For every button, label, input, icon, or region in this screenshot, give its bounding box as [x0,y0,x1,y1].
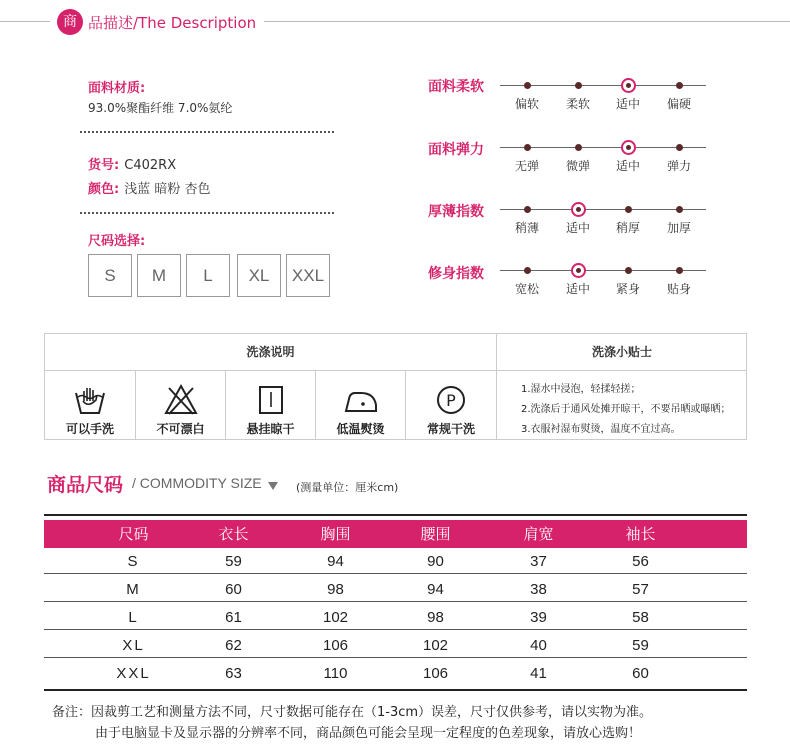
wash-tips [521,380,731,440]
size-table-header-cell: 肩宽 [523,525,554,543]
size-table-header-cell: 腰围 [420,525,451,543]
table-row [44,661,747,686]
size-option-s[interactable]: S [88,254,132,297]
wash-item-dry-clean [406,371,496,440]
table-cell: 60 [225,581,242,598]
scale-marker [625,267,632,274]
color-label: 颜色: [88,182,120,197]
table-cell: 62 [225,637,242,654]
table-cell: 94 [327,553,344,570]
wash-instructions [44,333,747,440]
scale-marker-selected [621,78,636,93]
table-cell: 56 [632,553,649,570]
table-cell: 102 [422,637,449,654]
table-row [44,549,747,574]
scale-tick-label: 适中 [565,282,590,296]
size-table-header [44,520,747,548]
size-table-bottom-rule [44,689,747,691]
size-option-xl[interactable]: XL [237,254,281,297]
table-cell: 94 [427,581,444,598]
code-label: 货号: [88,158,120,173]
table-cell: 40 [530,637,547,654]
scale-tick-label: 柔软 [565,97,590,111]
scale-tick-label: 无弹 [514,159,539,173]
wash-item-label: 低温熨烫 [336,422,385,436]
table-cell: 98 [327,581,344,598]
triangle-down-icon [268,482,278,490]
scale-marker [676,267,683,274]
scale-marker-selected [621,140,636,155]
size-table-header-cell: 胸围 [320,525,351,543]
no-bleach-icon [163,383,199,417]
wash-item-hand-wash [45,371,135,440]
table-cell: 98 [427,609,444,626]
table-cell: 61 [225,609,242,626]
table-cell: 60 [632,665,649,682]
table-cell: 102 [322,609,349,626]
scale-tick-label: 适中 [565,221,590,235]
wash-tips-heading: 洗涤小贴士 [591,345,652,359]
scale-marker-selected [571,202,586,217]
scale-marker [625,206,632,213]
table-cell: 110 [323,665,348,682]
scale-tick-label: 贴身 [666,282,691,296]
table-cell: 63 [225,665,242,682]
scale-marker [524,267,531,274]
scale-label-elasticity: 面料弹力 [428,142,484,158]
page-title: 品描述/The Description [88,12,264,33]
hang-dry-icon [253,383,289,417]
code-value: C402RX [124,158,177,173]
low-iron-icon [343,383,379,417]
table-cell: 106 [322,637,349,654]
table-row [44,633,747,658]
table-cell: 57 [632,581,649,598]
size-chart-subtitle: / COMMODITY SIZE [132,475,262,491]
size-option-xxl[interactable]: XXL [286,254,330,297]
footnote-line-1: 备注：因裁剪工艺和测量方法不同，尺寸数据可能存在（1-3cm）误差，尺寸仅供参考，请以实物为准。 [52,705,653,720]
scale-tick-label: 加厚 [666,221,691,235]
scale-marker [676,82,683,89]
table-cell: S [127,553,140,570]
divider-2 [80,212,334,214]
size-chart-title: 商品尺码 [47,474,124,496]
size-chart-unit-note: (测量单位：厘米cm) [296,481,399,494]
table-cell: 39 [530,609,547,626]
scale-tick-label: 偏软 [514,97,539,111]
dry-clean-icon [433,383,469,417]
scale-marker [524,144,531,151]
size-table-header-cell: 袖长 [625,525,656,543]
scale-tick-label: 微弹 [565,159,590,173]
scale-tick-label: 偏硬 [666,97,691,111]
wash-tip: 1.湿水中浸泡，轻揉轻搓； [521,384,641,395]
scale-tick-label: 适中 [615,159,640,173]
size-table-header-cell: 尺码 [118,525,149,543]
scale-tick-label: 稍薄 [514,221,539,235]
table-cell: XL [122,637,145,654]
scale-tick-label: 稍厚 [615,221,640,235]
wash-heading: 洗涤说明 [246,345,295,359]
scale-label-fit: 修身指数 [428,266,484,282]
size-table-header-cell: 衣长 [218,525,249,543]
scale-label-thickness: 厚薄指数 [428,204,484,220]
scale-marker [676,144,683,151]
table-cell: 106 [422,665,449,682]
table-cell: 58 [632,609,649,626]
table-row [44,577,747,602]
scale-marker [575,82,582,89]
product-code [88,154,176,173]
divider-1 [80,131,334,133]
table-cell: XXL [116,665,151,682]
size-option-m[interactable]: M [137,254,181,297]
wash-item-label: 可以手洗 [65,422,114,436]
scale-tick-label: 弹力 [666,159,691,173]
wash-item-label: 常规干洗 [426,422,475,436]
wash-item-label: 悬挂晾干 [246,422,295,436]
wash-item-low-iron [316,371,405,440]
wash-tip: 2.洗涤后于通风处摊开晾干，不要吊晒或曝晒； [521,404,731,415]
scale-tick-label: 紧身 [615,282,640,296]
wash-item-label: 不可漂白 [156,422,205,436]
header-badge: 商 [57,9,83,35]
size-select-label: 尺码选择: [88,234,146,249]
table-cell: 59 [225,553,242,570]
scale-marker [524,206,531,213]
scale-tick-label: 宽松 [514,282,539,296]
dry-clean-glyph: P [446,391,456,410]
hand-wash-icon [72,383,108,417]
table-cell: M [126,581,141,598]
scale-marker [575,144,582,151]
table-cell: 59 [632,637,649,654]
wash-tip: 3.衣服衬湿布熨烫，温度不宜过高。 [521,424,681,435]
table-cell: 90 [427,553,444,570]
table-cell: 41 [530,665,547,682]
footnote-line-2: 由于电脑显卡及显示器的分辨率不同，商品颜色可能会呈现一定程度的色差现象，请放心选购！ [95,726,642,741]
scale-tick-label: 适中 [615,97,640,111]
wash-item-hang-dry [226,371,315,440]
wash-item-no-bleach [136,371,225,440]
color-value: 浅蓝 暗粉 杏色 [124,182,211,197]
scale-marker [676,206,683,213]
fabric-label: 面料材质: [88,81,146,96]
size-option-l[interactable]: L [186,254,230,297]
table-row [44,605,747,630]
table-cell: 38 [530,581,547,598]
table-cell: 37 [530,553,547,570]
fabric-value: 93.0%聚酯纤维 7.0%氨纶 [88,101,233,115]
scale-marker-selected [571,263,586,278]
wash-col-divider [496,334,497,440]
scale-label-softness: 面料柔软 [428,79,484,95]
scale-marker [524,82,531,89]
table-cell: L [128,609,139,626]
product-colors [88,178,211,197]
size-table-top-rule [44,514,747,516]
